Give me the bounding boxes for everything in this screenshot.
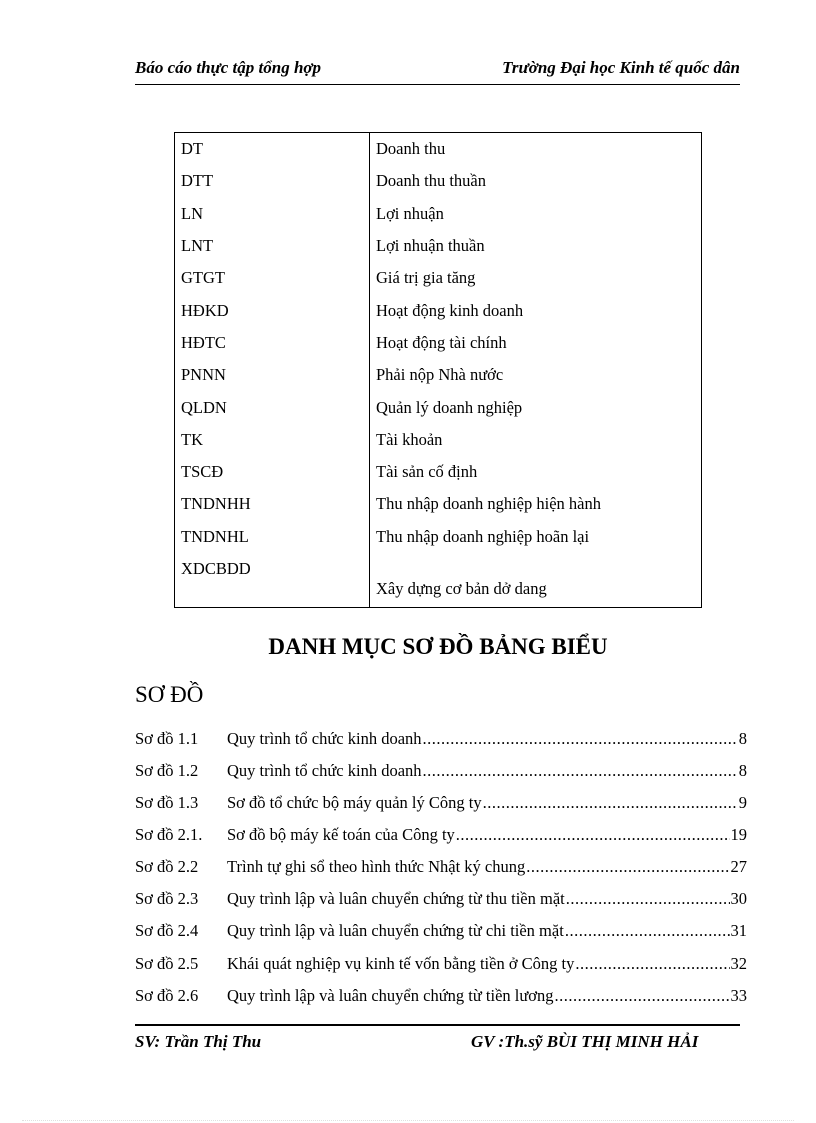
toc-text: Sơ đồ bộ máy kế toán của Công ty: [227, 825, 455, 844]
header-report-title: Báo cáo thực tập tổng hợp: [135, 58, 322, 77]
table-row: [175, 553, 702, 608]
page-header: [135, 58, 740, 85]
header-university: Trường Đại học Kinh tế quốc dân: [502, 58, 740, 77]
toc-leader: [575, 954, 729, 974]
toc-leader: [423, 729, 738, 749]
table-row: [175, 424, 702, 456]
abbr-code: TNDNHL: [175, 521, 370, 553]
table-row: [175, 294, 702, 326]
abbr-code: HĐTC: [175, 327, 370, 359]
abbr-meaning: Thu nhập doanh nghiệp hoãn lại: [376, 526, 590, 546]
toc-leader: [565, 921, 730, 941]
toc-text: Quy trình tổ chức kinh doanh: [227, 761, 422, 780]
page-edge-divider: [22, 1120, 794, 1121]
toc-number: Sơ đồ 2.4: [135, 921, 199, 940]
abbr-meaning: Doanh thu thuần: [376, 171, 486, 191]
toc-text: Quy trình tổ chức kinh doanh: [227, 729, 422, 748]
abbr-code: DTT: [175, 165, 370, 197]
toc-text: Khái quát nghiệp vụ kinh tế vốn bằng tiền ở Công ty: [227, 954, 575, 973]
table-row: [175, 456, 702, 488]
toc-text: Quy trình lập và luân chuyển chứng từ tiền lương: [227, 986, 554, 1005]
abbr-meaning: Hoạt động tài chính: [376, 332, 507, 352]
toc-entry[interactable]: [135, 857, 747, 877]
toc-entry[interactable]: [135, 921, 747, 941]
abbr-code: DT: [175, 133, 370, 166]
footer-supervisor: GV :Th.sỹ BÙI THỊ MINH HẢI: [471, 1032, 699, 1051]
table-row: [175, 488, 702, 520]
abbr-meaning: Doanh thu: [376, 139, 446, 159]
footer-student: SV: Trần Thị Thu: [135, 1032, 262, 1051]
toc-text: Quy trình lập và luân chuyển chứng từ thu tiền mặt: [227, 889, 565, 908]
toc-entry[interactable]: [135, 761, 747, 781]
abbr-code: TNDNHH: [175, 488, 370, 520]
section-title: SƠ ĐỒ: [135, 682, 204, 707]
abbr-code: PNNN: [175, 359, 370, 391]
toc-leader: [526, 857, 729, 877]
abbr-code: GTGT: [175, 262, 370, 294]
abbr-meaning: Xây dựng cơ bản dở dang: [376, 578, 547, 598]
abbr-code: HĐKD: [175, 294, 370, 326]
toc-page: 33: [730, 986, 747, 1005]
abbr-meaning: Tài sản cố định: [376, 462, 478, 482]
toc-page: 30: [730, 889, 747, 908]
table-row: [175, 359, 702, 391]
abbr-meaning: Tài khoản: [376, 429, 443, 449]
abbr-code: LNT: [175, 230, 370, 262]
table-row: [175, 165, 702, 197]
abbr-meaning: Hoạt động kinh doanh: [376, 300, 524, 320]
toc-page: 31: [730, 921, 747, 940]
toc-leader: [566, 889, 730, 909]
abbr-meaning: Thu nhập doanh nghiệp hiện hành: [376, 494, 601, 514]
toc-leader: [555, 986, 730, 1006]
table-row: [175, 133, 702, 166]
abbr-meaning: Giá trị gia tăng: [376, 268, 476, 288]
abbr-code: TSCĐ: [175, 456, 370, 488]
abbreviation-table: [174, 132, 702, 608]
toc-page: 27: [730, 857, 747, 876]
toc-entry[interactable]: [135, 825, 747, 845]
abbr-code: QLDN: [175, 391, 370, 423]
toc-number: Sơ đồ 1.1: [135, 729, 199, 748]
abbr-meaning: Phải nộp Nhà nước: [376, 365, 504, 385]
table-row: [175, 230, 702, 262]
toc-number: Sơ đồ 2.3: [135, 889, 199, 908]
table-row: [175, 198, 702, 230]
toc-entry[interactable]: [135, 793, 747, 813]
toc-number: Sơ đồ 2.2: [135, 857, 199, 876]
toc-number: Sơ đồ 2.1.: [135, 825, 203, 844]
toc-entry[interactable]: [135, 889, 747, 909]
toc-text: Sơ đồ tổ chức bộ máy quản lý Công ty: [227, 793, 482, 812]
toc-leader: [483, 793, 738, 813]
toc-entry[interactable]: [135, 729, 747, 749]
toc-number: Sơ đồ 1.2: [135, 761, 199, 780]
abbr-code: LN: [175, 198, 370, 230]
abbr-meaning: Lợi nhuận thuần: [376, 236, 485, 256]
toc-leader: [423, 761, 738, 781]
abbr-meaning: Quản lý doanh nghiệp: [376, 397, 523, 417]
abbr-code: XDCBDD: [175, 553, 370, 608]
toc-text: Quy trình lập và luân chuyển chứng từ chi tiền mặt: [227, 921, 564, 940]
toc-page: 32: [730, 954, 747, 973]
abbr-code: TK: [175, 424, 370, 456]
toc-number: Sơ đồ 1.3: [135, 793, 199, 812]
abbr-meaning: Lợi nhuận: [376, 203, 444, 223]
toc-leader: [456, 825, 730, 845]
table-row: [175, 391, 702, 423]
toc-text: Trình tự ghi sổ theo hình thức Nhật ký chung: [227, 857, 526, 876]
table-row: [175, 327, 702, 359]
toc-page: 8: [738, 729, 747, 748]
toc-number: Sơ đồ 2.6: [135, 986, 199, 1005]
toc-entry[interactable]: [135, 986, 747, 1006]
toc-entry[interactable]: [135, 954, 747, 974]
page-footer: [135, 1024, 740, 1051]
list-title: DANH MỤC SƠ ĐỒ BẢNG BIỂU: [268, 634, 608, 659]
table-row: [175, 262, 702, 294]
toc-page: 19: [730, 825, 747, 844]
toc-page: 8: [738, 761, 747, 780]
toc-page: 9: [738, 793, 747, 812]
toc-number: Sơ đồ 2.5: [135, 954, 199, 973]
table-row: [175, 521, 702, 553]
